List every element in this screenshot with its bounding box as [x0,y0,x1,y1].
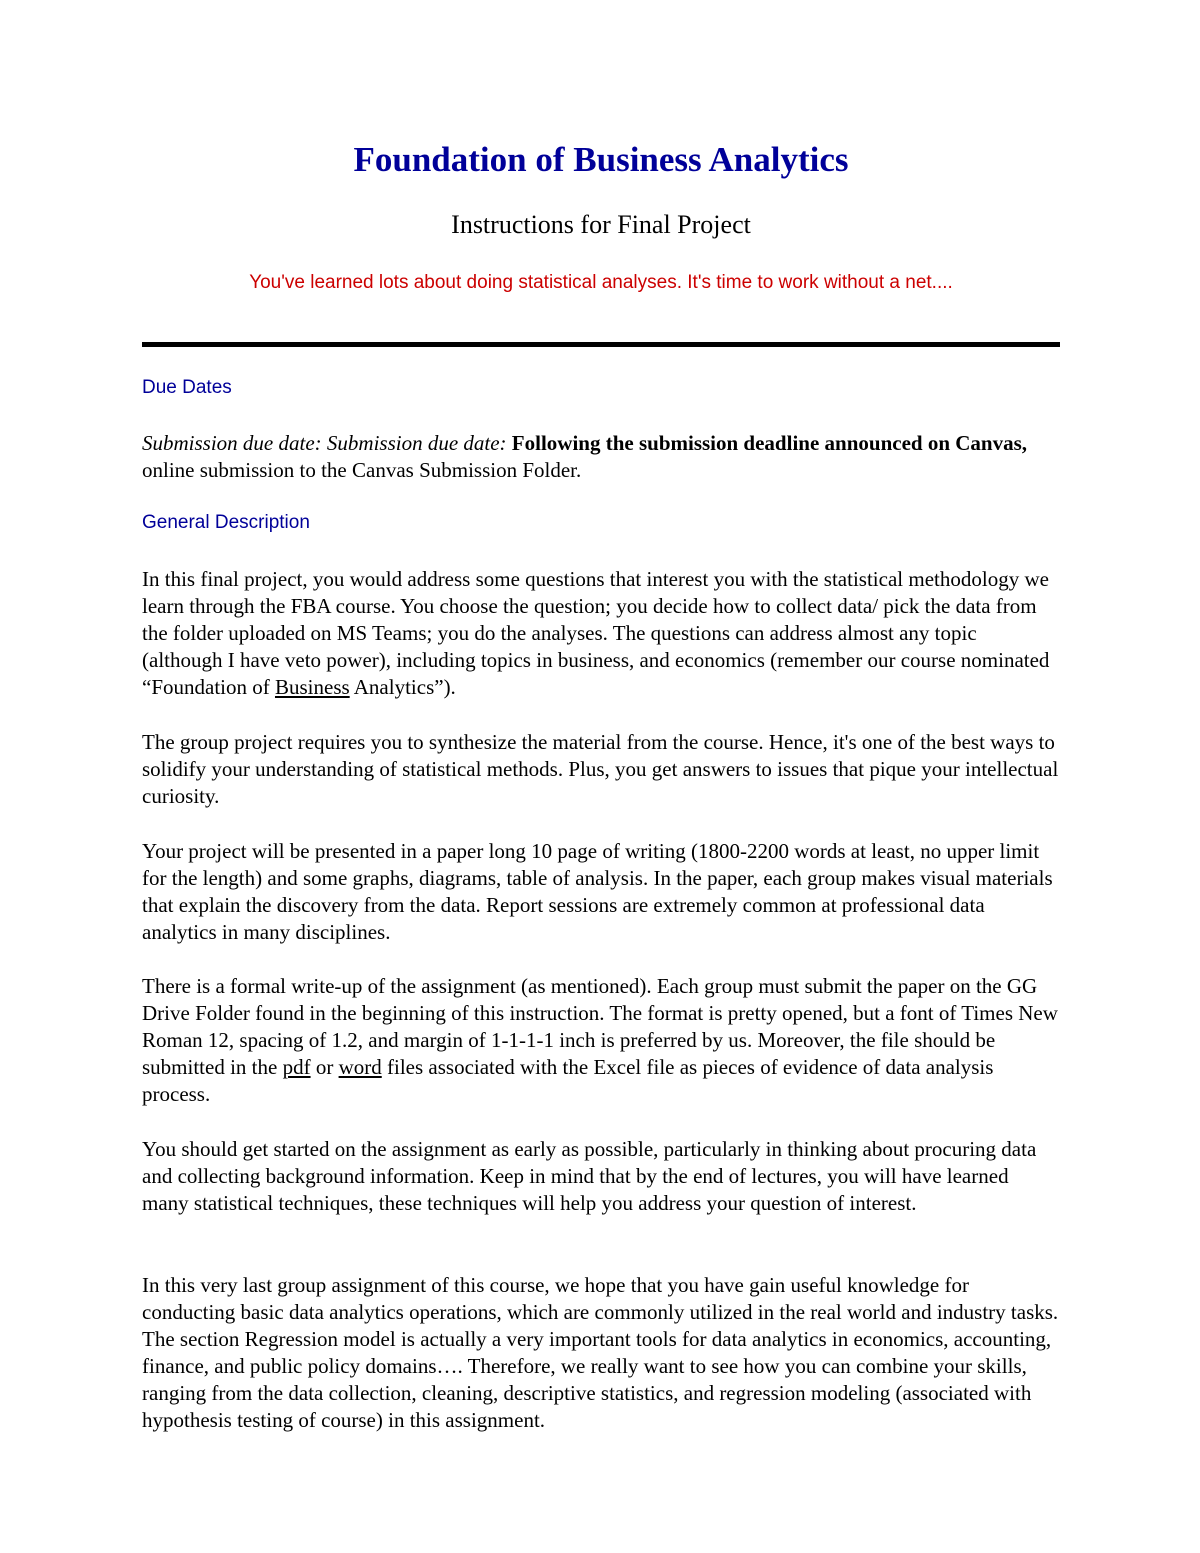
horizontal-rule [142,342,1060,347]
document-subtitle: Instructions for Final Project [451,210,751,239]
paragraph-get-started: You should get started on the assignment as early as possible, particularly in thinking about procuring data and collecting background information. Keep in mind that by the end of lectures, you will have learned many statistical techniques, these techniques will help you address your question of interest. [142,1137,1037,1215]
submission-folder-text: online submission to the Canvas Submission Folder. [142,458,582,482]
submission-due-label: Submission due date: Submission due date: [142,431,507,455]
paragraph-synthesis: The group project requires you to synthesize the material from the course. Hence, it's one of the best ways to solidify your understanding of statistical methods. Plus, you get answers to issues that pique your intellectual curiosity. [142,730,1059,808]
business-underlined: Business [274,675,350,699]
general-description-heading: General Description [142,512,310,533]
submission-deadline-bold: Following the submission deadline announced on Canvas, [511,431,1028,455]
paragraph-intro [142,566,1060,701]
paragraph-format [142,973,1060,1108]
submission-due-paragraph [142,430,1060,484]
intro-text: In this final project, you would address some questions that interest you with the statistical methodology we learn through the FBA course. You choose the question; you decide how to collect data/ pick the data from the folder uploaded on MS Teams; you do the analyses. The questions can address almost any topic (although I have veto power), including topics in business, and economics (remember our course nominated “Foundation of [142,567,1050,699]
paragraph-paper-length: Your project will be presented in a paper long 10 page of writing (1800-2200 words at least, no upper limit for the length) and some graphs, diagrams, table of analysis. In the paper, each group makes visual materials that explain the discovery from the data. Report sessions are extremely common at professional data analytics in many disciplines. [142,839,1053,944]
paragraph-final-assignment: In this very last group assignment of this course, we hope that you have gain useful knowledge for conducting basic data analytics operations, which are commonly utilized in the real world and industry tasks. The section Regression model is actually a very important tools for data analytics in economics, accounting, finance, and public policy domains…. Therefore, we really want to see how you can combine your skills, ranging from the data collection, cleaning, descriptive statistics, and regression modeling (associated with hypothesis testing of course) in this assignment. [142,1273,1059,1432]
intro-text-end: Analytics”). [349,675,456,699]
word-link[interactable]: word [338,1055,382,1079]
format-text-end: files associated with the Excel file as pieces of evidence of data analysis process. [142,1055,994,1106]
document-title: Foundation of Business Analytics [353,140,849,179]
tagline: You've learned lots about doing statistical analyses. It's time to work without a net.... [249,272,953,293]
due-dates-heading: Due Dates [142,377,232,398]
or-text: or [310,1055,339,1079]
format-text: There is a formal write-up of the assignment (as mentioned). Each group must submit the paper on the GG Drive Folder found in the beginning of this instruction. The format is pretty opened, but a font of Times New Roman 12, spacing of 1.2, and margin of 1-1-1-1 inch is preferred by us. Moreover, the file should be submitted in the [142,974,1058,1079]
pdf-link[interactable]: pdf [282,1055,311,1079]
